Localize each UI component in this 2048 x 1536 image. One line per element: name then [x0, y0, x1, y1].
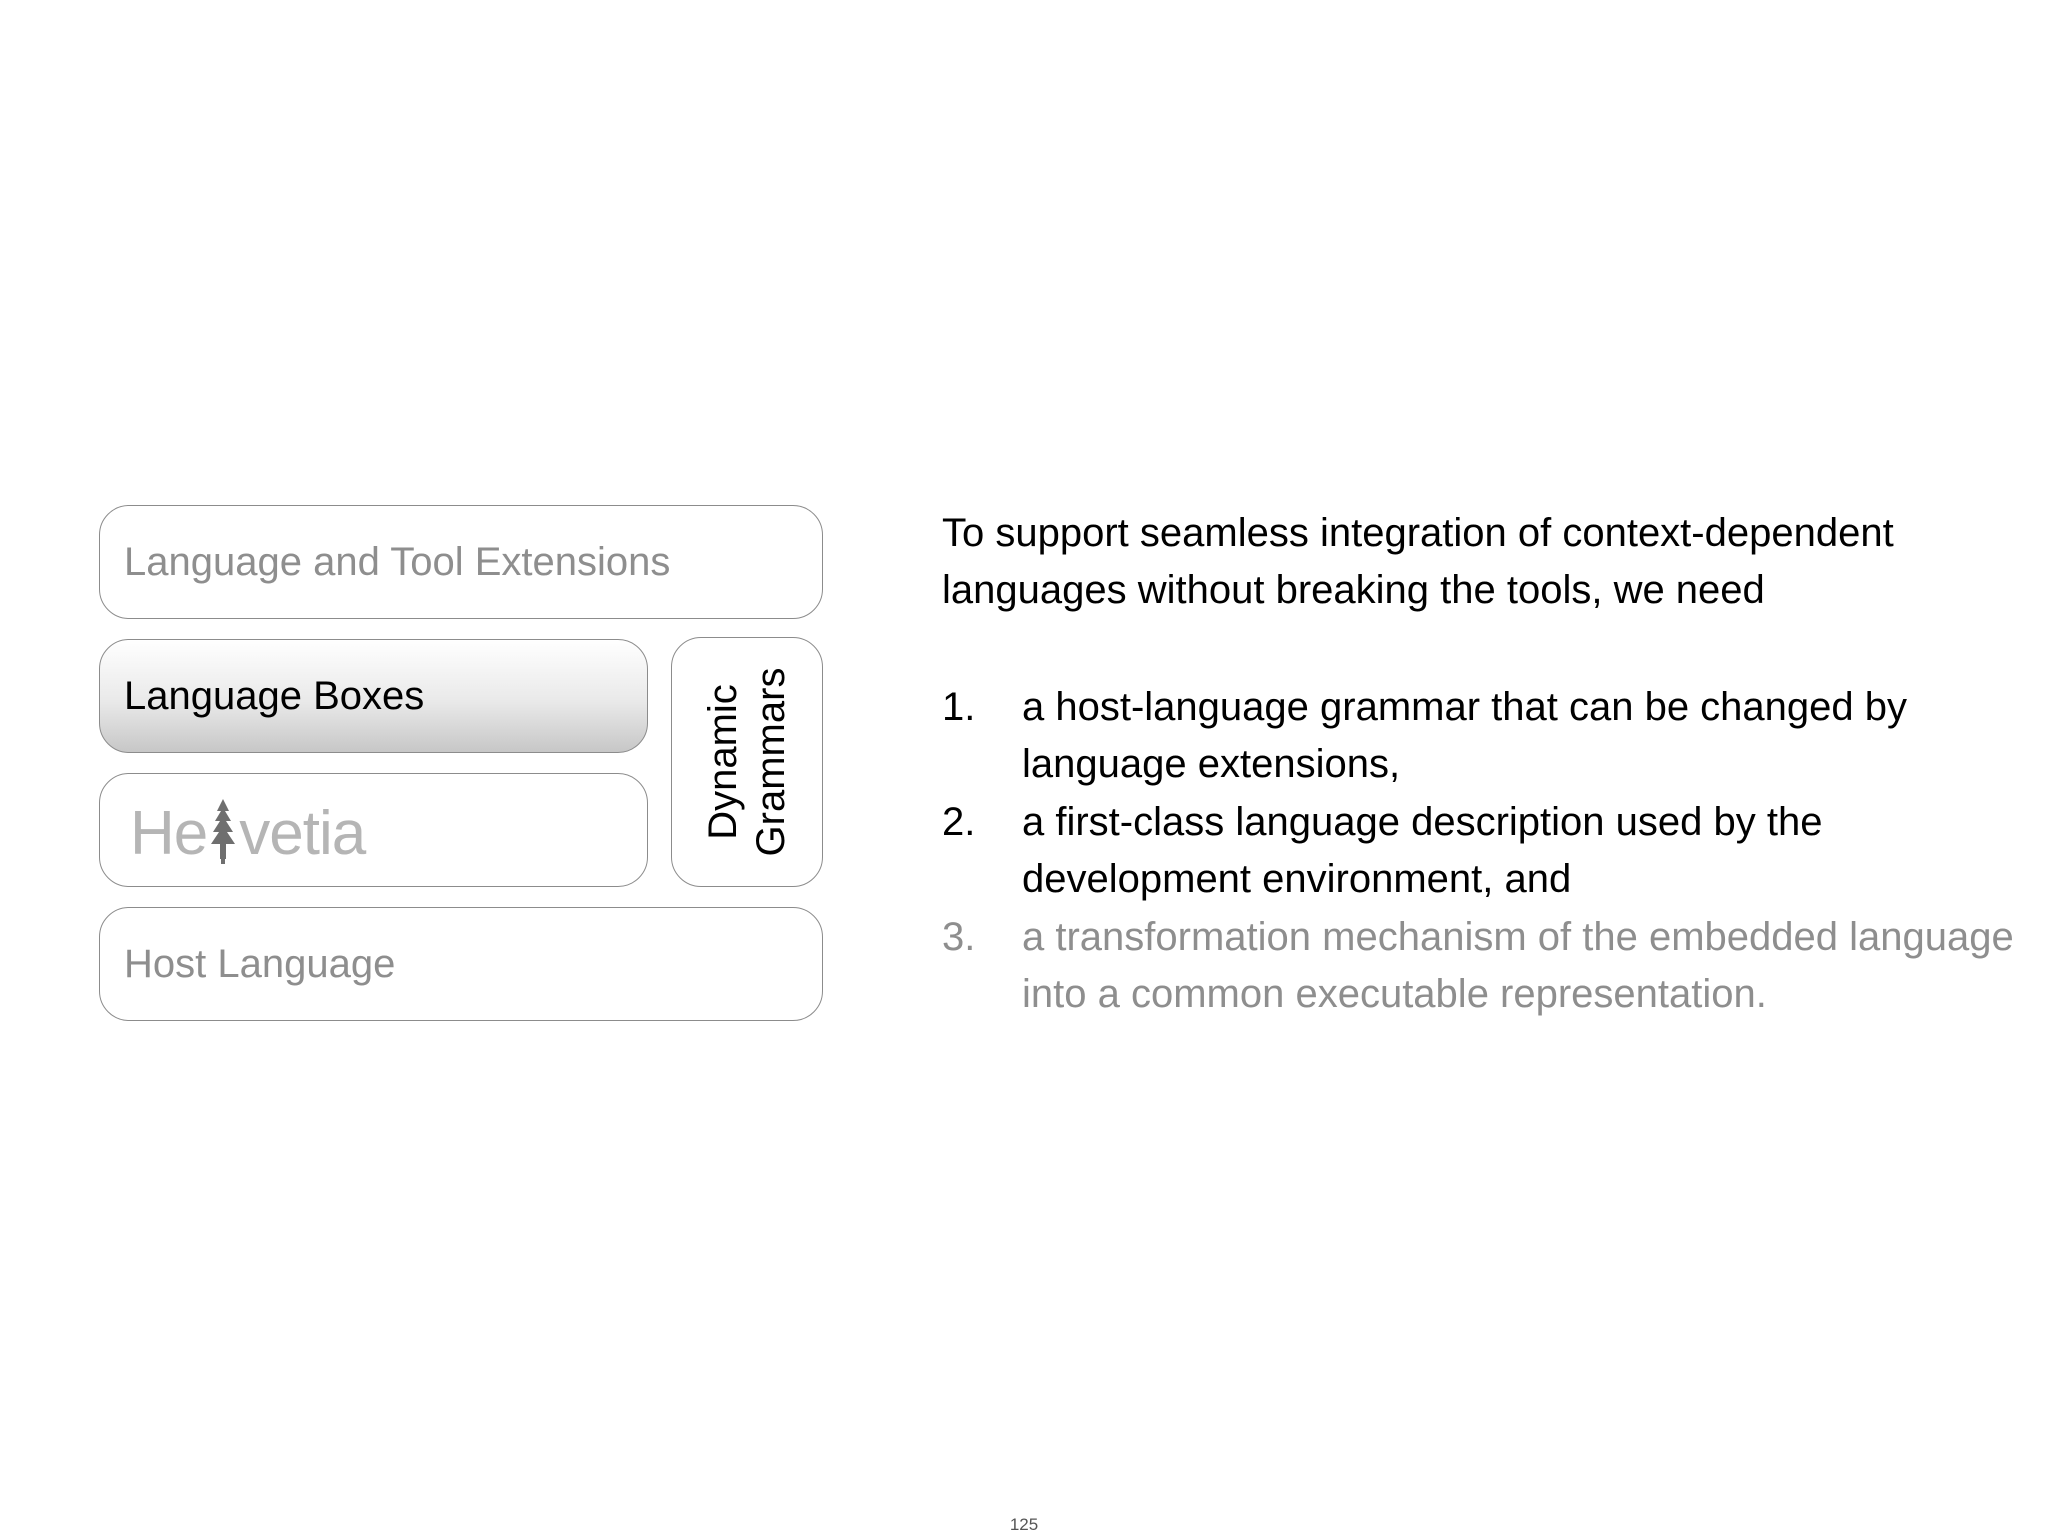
list-item	[942, 679, 2022, 793]
language-boxes-box	[99, 639, 648, 753]
dynamic-grammars-line2: Grammars	[749, 667, 793, 857]
language-tool-extensions-label: Language and Tool Extensions	[124, 540, 671, 584]
list-text: a first-class language description used by the development environment, and	[1022, 800, 1823, 901]
tree-icon	[208, 797, 238, 865]
helvetia-logo	[130, 795, 366, 868]
list-item	[942, 909, 2022, 1023]
list-number: 2.	[942, 800, 976, 844]
host-language-box	[99, 907, 823, 1021]
host-language-label: Host Language	[124, 942, 396, 986]
list-number: 3.	[942, 915, 976, 959]
dynamic-grammars-line1: Dynamic	[701, 684, 745, 840]
list-text: a transformation mechanism of the embedded language into a common executable representation.	[1022, 915, 2014, 1016]
language-boxes-label: Language Boxes	[124, 674, 425, 718]
helvetia-logo-part1: He	[130, 799, 208, 868]
language-tool-extensions-box	[99, 505, 823, 619]
page-number: 125	[1009, 1515, 1039, 1534]
requirements-list	[942, 679, 2022, 1024]
list-text: a host-language grammar that can be changed by language extensions,	[1022, 685, 1908, 786]
list-number: 1.	[942, 685, 976, 729]
dynamic-grammars-label	[699, 668, 795, 857]
helvetia-logo-part2: vetia	[239, 799, 366, 868]
list-item	[942, 794, 2022, 908]
helvetia-box	[99, 773, 648, 887]
intro-paragraph: To support seamless integration of context-dependent languages without breaking the tools, we need	[942, 511, 1894, 612]
dynamic-grammars-box	[671, 637, 823, 887]
